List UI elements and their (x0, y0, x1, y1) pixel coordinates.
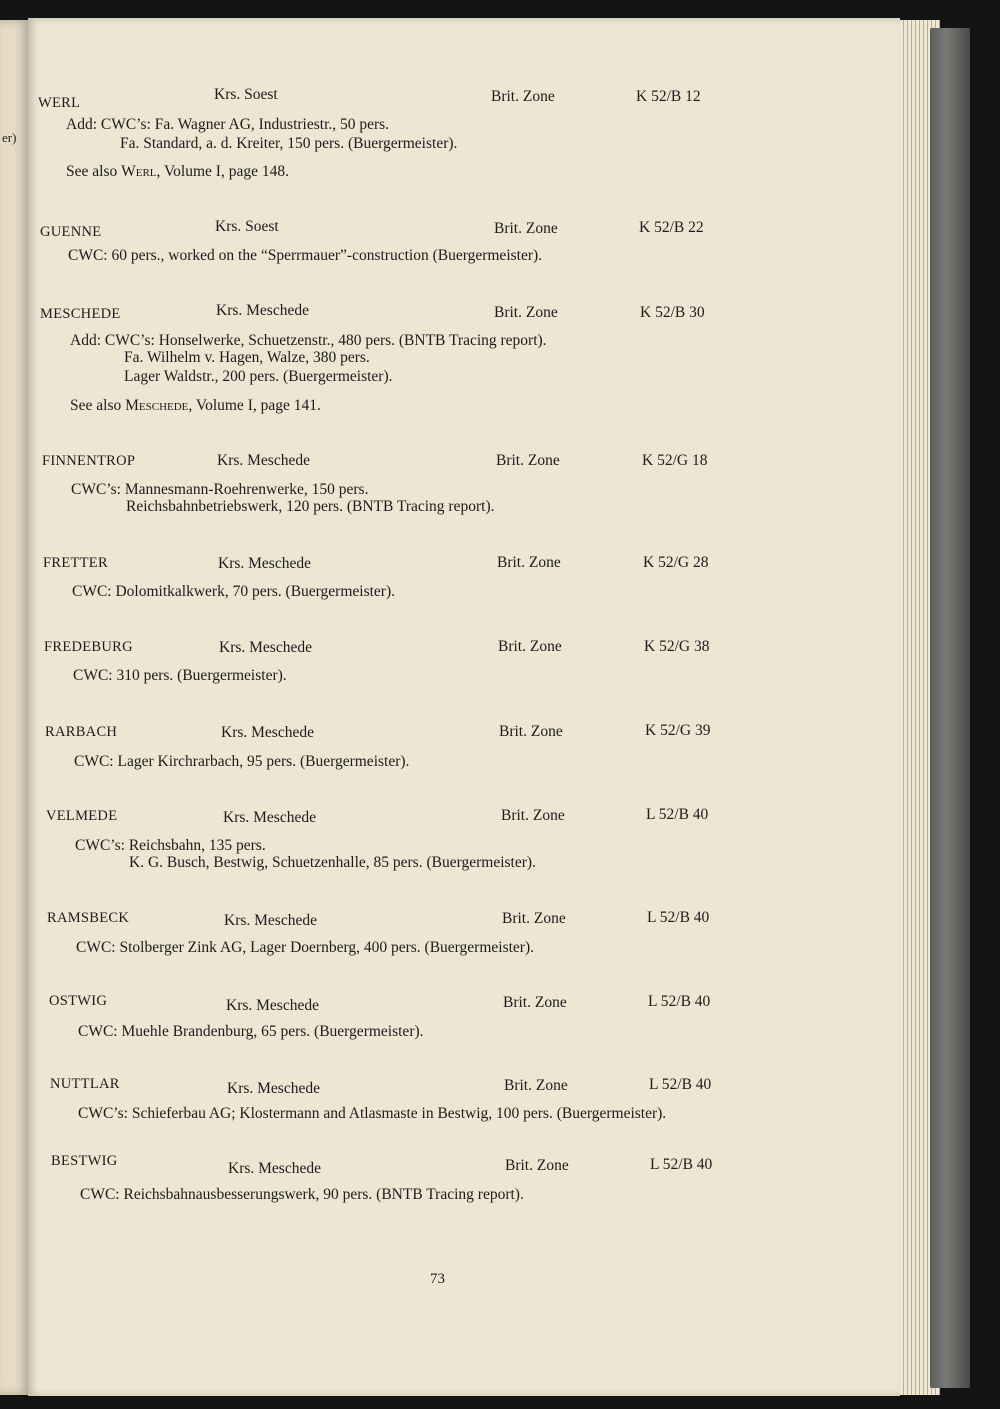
entry-zone: Brit. Zone (505, 1157, 569, 1174)
entry-line: CWC: Reichsbahnausbesserungswerk, 90 pers. (BNTB Tracing report). (80, 1186, 524, 1203)
entry-grid: K 52/G 38 (644, 638, 710, 655)
entry-grid: K 52/G 18 (642, 452, 708, 469)
entry-grid: L 52/B 40 (650, 1156, 713, 1173)
entry-district: Krs. Meschede (217, 452, 310, 469)
see-also-line (66, 163, 289, 181)
entry-grid: L 52/B 40 (648, 993, 711, 1010)
see-also-prefix: See also (66, 163, 118, 180)
entry-district: Krs. Meschede (228, 1160, 321, 1177)
entry-line: Fa. Wilhelm v. Hagen, Walze, 380 pers. (124, 349, 370, 366)
entry-line: Add: CWC’s: Honselwerke, Schuetzenstr., 480 pers. (BNTB Tracing report). (70, 332, 547, 349)
entry-place: FREDEBURG (44, 639, 133, 655)
entry-place: RARBACH (45, 724, 118, 740)
entry-line: CWC: 60 pers., worked on the “Sperrmauer”-construction (Buergermeister). (68, 247, 543, 264)
entry-grid: K 52/G 39 (645, 722, 711, 739)
entry-line: Reichsbahnbetriebswerk, 120 pers. (BNTB Tracing report). (126, 498, 495, 515)
entry-grid: K 52/B 12 (636, 88, 701, 105)
entry-line: K. G. Busch, Bestwig, Schuetzenhalle, 85 pers. (Buergermeister). (129, 854, 536, 871)
entry-line: CWC: 310 pers. (Buergermeister). (73, 667, 287, 684)
facing-page-edge (0, 20, 30, 1395)
entry-zone: Brit. Zone (503, 994, 567, 1011)
entry-line: CWC: Stolberger Zink AG, Lager Doernberg, 400 pers. (Buergermeister). (76, 939, 534, 956)
entry-zone: Brit. Zone (491, 88, 555, 105)
entry-district: Krs. Soest (214, 86, 278, 103)
entry-place: BESTWIG (51, 1153, 118, 1169)
entry-line: Add: CWC’s: Fa. Wagner AG, Industriestr., 50 pers. (66, 116, 390, 133)
entry-zone: Brit. Zone (494, 220, 558, 237)
entry-zone: Brit. Zone (502, 910, 566, 927)
entry-district: Krs. Meschede (219, 639, 312, 656)
entry-place: NUTTLAR (50, 1076, 120, 1092)
entry-district: Krs. Meschede (224, 912, 317, 929)
book-cover-edge (930, 28, 970, 1388)
entry-district: Krs. Meschede (221, 724, 314, 741)
entry-zone: Brit. Zone (498, 638, 562, 655)
entry-district: Krs. Meschede (226, 997, 319, 1014)
entry-line: Fa. Standard, a. d. Kreiter, 150 pers. (Buergermeister). (120, 135, 458, 152)
entry-line: CWC: Lager Kirchrarbach, 95 pers. (Buergermeister). (74, 753, 410, 770)
entry-zone: Brit. Zone (494, 304, 558, 321)
entry-place: FINNENTROP (42, 453, 136, 469)
entry-place: WERL (38, 95, 81, 111)
entry-zone: Brit. Zone (499, 723, 563, 740)
entry-place: OSTWIG (49, 993, 108, 1009)
facing-page-fragment: er) (2, 130, 17, 145)
entry-line: CWC: Dolomitkalkwerk, 70 pers. (Buergermeister). (72, 583, 395, 600)
entry-place: FRETTER (43, 555, 108, 571)
see-also-line (70, 397, 321, 415)
see-also-ref: Meschede (125, 397, 189, 414)
see-also-ref: Werl (121, 163, 157, 180)
see-also-rest: , Volume I, page 148. (156, 163, 289, 180)
entry-line: CWC: Muehle Brandenburg, 65 pers. (Buergermeister). (78, 1023, 424, 1040)
entry-district: Krs. Meschede (218, 555, 311, 572)
entry-line: CWC’s: Reichsbahn, 135 pers. (75, 837, 266, 854)
entry-zone: Brit. Zone (496, 452, 560, 469)
entry-line: CWC’s: Mannesmann-Roehrenwerke, 150 pers. (71, 481, 369, 498)
entry-place: RAMSBECK (47, 910, 130, 926)
entry-district: Krs. Meschede (216, 302, 309, 319)
entry-place: MESCHEDE (40, 306, 121, 322)
see-also-rest: , Volume I, page 141. (188, 397, 321, 414)
entry-grid: L 52/B 40 (646, 806, 709, 823)
page-number: 73 (430, 1271, 445, 1287)
entry-district: Krs. Meschede (227, 1080, 320, 1097)
entry-place: GUENNE (40, 224, 102, 240)
entry-place: VELMEDE (46, 808, 118, 824)
entry-grid: K 52/B 22 (639, 219, 704, 236)
entry-grid: L 52/B 40 (647, 909, 710, 926)
entry-grid: K 52/G 28 (643, 554, 709, 571)
see-also-prefix: See also (70, 397, 122, 414)
entry-grid: L 52/B 40 (649, 1076, 712, 1093)
entry-zone: Brit. Zone (497, 554, 561, 571)
entry-district: Krs. Soest (215, 218, 279, 235)
entry-line: Lager Waldstr., 200 pers. (Buergermeister). (124, 368, 393, 385)
entry-grid: K 52/B 30 (640, 304, 705, 321)
entry-zone: Brit. Zone (504, 1077, 568, 1094)
entry-line: CWC’s: Schieferbau AG; Klostermann and Atlasmaste in Bestwig, 100 pers. (Buergermeister). (78, 1105, 667, 1122)
entry-zone: Brit. Zone (501, 807, 565, 824)
entry-district: Krs. Meschede (223, 809, 316, 826)
